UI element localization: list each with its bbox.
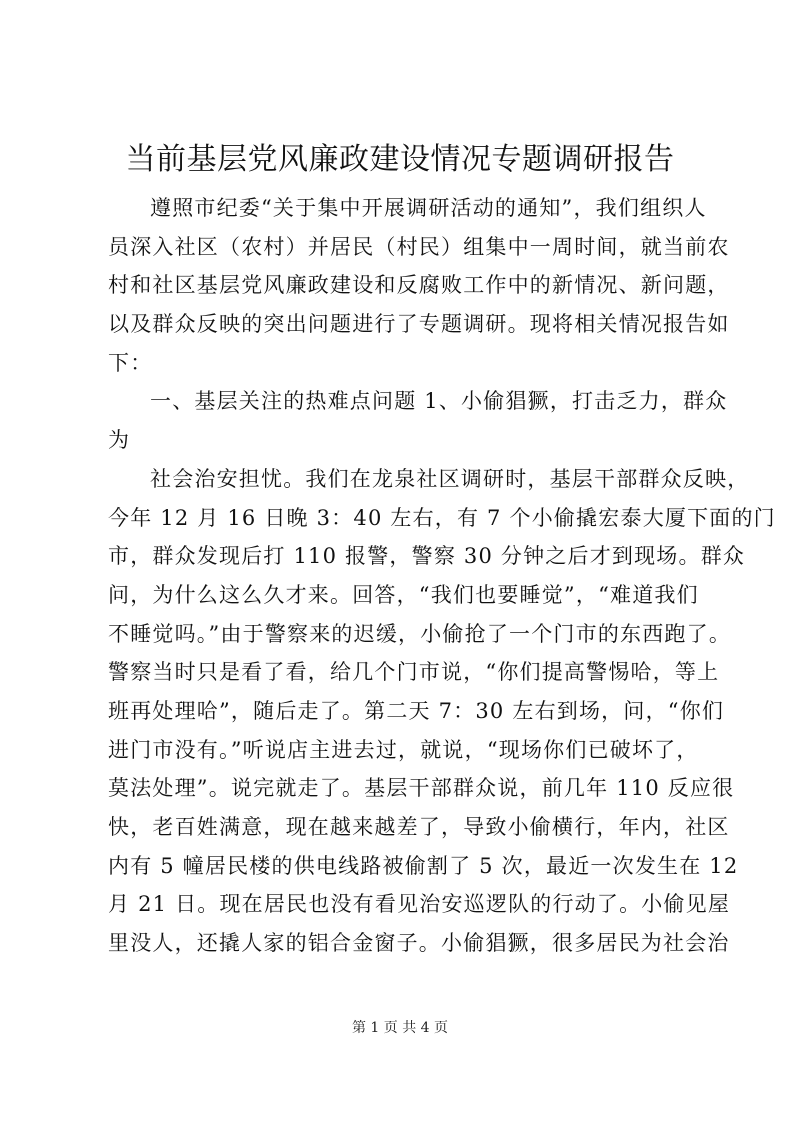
body-line: 警察当时只是看了看，给几个门市说，“你们提高警惕哈，等上 [108, 660, 720, 685]
body-line: 进门市没有。”听说店主进去过，就说，“现场你们已破坏了， [108, 737, 699, 762]
body-line: 问，为什么这么久才来。回答，“我们也要睡觉”，“难道我们 [108, 582, 699, 607]
body-line: 不睡觉吗。”由于警察来的迟缓，小偷抢了一个门市的东西跑了。 [108, 621, 732, 646]
document-body [108, 189, 776, 963]
body-line: 莫法处理”。说完就走了。基层干部群众说，前几年 110 反应很 [108, 776, 735, 801]
document-title: 当前基层党风廉政建设情况专题调研报告 [125, 142, 675, 177]
body-line: 村和社区基层党风廉政建设和反腐败工作中的新情况、新问题， [108, 273, 730, 298]
body-line: 下： [108, 350, 153, 375]
body-line: 市，群众发现后打 110 报警，警察 30 分钟之后才到现场。群众 [108, 544, 746, 569]
body-line: 内有 5 幢居民楼的供电线路被偷割了 5 次，最近一次发生在 12 [108, 853, 739, 878]
body-line: 社会治安担忧。我们在龙泉社区调研时，基层干部群众反映， [150, 466, 750, 491]
body-line: 今年 12 月 16 日晚 3：40 左右，有 7 个小偷撬宏泰大厦下面的门 [108, 505, 776, 530]
body-line: 以及群众反映的突出问题进行了专题调研。现将相关情况报告如 [108, 312, 730, 337]
body-line: 员深入社区（农村）并居民（村民）组集中一周时间，就当前农 [108, 234, 730, 259]
body-line: 为 [108, 428, 131, 453]
body-line: 快，老百姓满意，现在越来越差了，导致小偷横行，年内，社区 [108, 815, 730, 839]
body-line: 班再处理哈”，随后走了。第二天 7：30 左右到场，问，“你们 [108, 698, 725, 723]
body-line: 里没人，还撬人家的铝合金窗子。小偷猖獗，很多居民为社会治 [108, 931, 730, 956]
page-footer: 第 1 页 共 4 页 [351, 1020, 449, 1036]
body-line: 月 21 日。现在居民也没有看见治安巡逻队的行动了。小偷见屋 [108, 892, 731, 917]
body-line: 遵照市纪委“关于集中开展调研活动的通知”，我们组织人 [150, 196, 707, 220]
body-line: 一、基层关注的热难点问题 1、小偷猖獗，打击乏力，群众 [150, 389, 728, 414]
